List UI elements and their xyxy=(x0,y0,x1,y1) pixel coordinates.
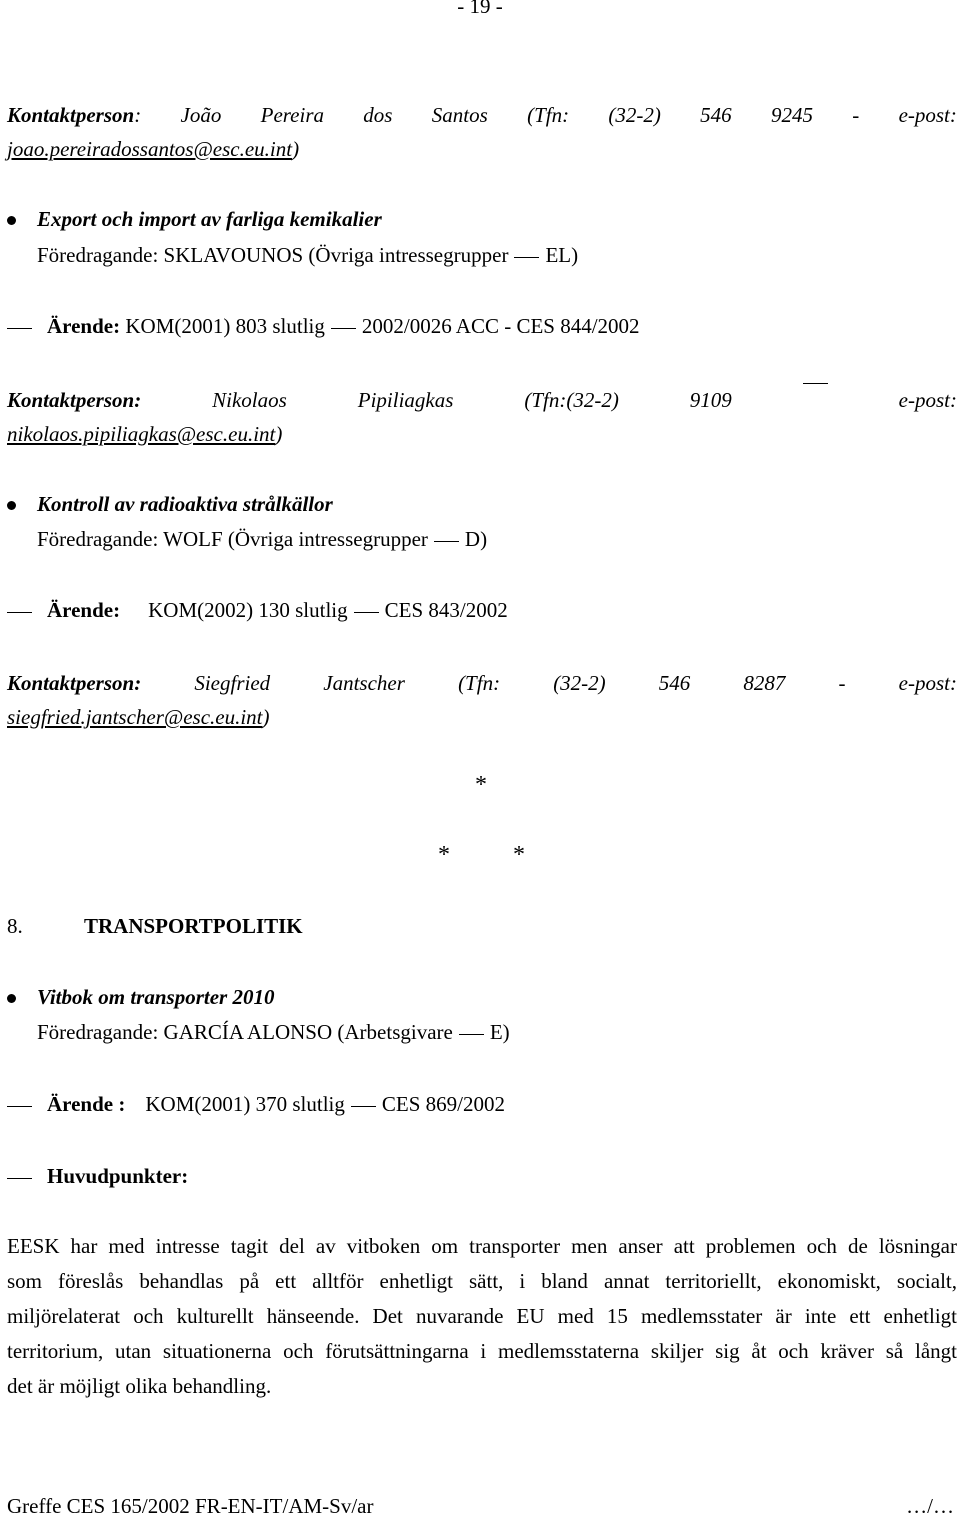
contact-word: (Tfn:(32-2) xyxy=(524,388,619,412)
contact-word: Santos xyxy=(431,103,488,127)
rapporteur-line xyxy=(37,527,487,552)
contact-word: Siegfried xyxy=(194,671,271,695)
body-paragraph xyxy=(7,1229,957,1404)
separator-star: * xyxy=(513,842,525,868)
item-title: Kontroll av radioaktiva strålkällor xyxy=(37,492,333,516)
dash-icon xyxy=(7,1106,32,1107)
contact-word: dos xyxy=(363,103,393,127)
contact-label: Kontaktperson: xyxy=(7,671,142,695)
section-title: TRANSPORTPOLITIK xyxy=(84,914,303,938)
case-line xyxy=(47,598,508,623)
contact-block-2 xyxy=(7,383,957,451)
footer-continuation: …/… xyxy=(906,1494,954,1518)
dash-icon xyxy=(803,383,828,384)
contact-word: e-post: xyxy=(898,671,957,695)
email-link[interactable]: nikolaos.pipiliagkas@esc.eu.int xyxy=(7,422,276,446)
contact-block-3 xyxy=(7,666,957,734)
dash-icon xyxy=(434,541,459,542)
case-label: Ärende: xyxy=(47,598,121,622)
dash-icon xyxy=(7,612,32,613)
page-number: - 19 - xyxy=(457,0,503,18)
contact-label: Kontaktperson: xyxy=(7,388,142,412)
case-line xyxy=(47,314,640,339)
main-points-heading: Huvudpunkter: xyxy=(47,1164,189,1188)
rapporteur: Föredragande: SKLAVOUNOS (Övriga intressegrupper xyxy=(37,243,509,267)
contact-word: (Tfn: xyxy=(527,103,570,127)
contact-word: Nikolaos xyxy=(212,388,287,412)
contact-word: 8287 xyxy=(743,671,786,695)
dash-icon xyxy=(7,1178,32,1179)
contact-word: e-post: xyxy=(898,388,957,412)
contact-word: (32-2) xyxy=(608,103,661,127)
paragraph-line: territorium, utan situationerna och förutsättningarna i medlemsstaterna skiljer sig åt och kräver så långt xyxy=(7,1339,957,1363)
rapporteur-line xyxy=(37,1020,510,1045)
contact-label: Kontaktperson xyxy=(7,103,135,127)
footer-reference: Greffe CES 165/2002 FR-EN-IT/AM-Sv/ar xyxy=(7,1494,374,1518)
contact-word: (Tfn: xyxy=(458,671,501,695)
contact-word: Jantscher xyxy=(323,671,405,695)
contact-word: Pereira xyxy=(260,103,324,127)
case-ref: 2002/0026 ACC - CES 844/2002 xyxy=(361,314,640,338)
contact-word: e-post: xyxy=(898,103,957,127)
contact-word: Pipiliagkas xyxy=(357,388,454,412)
contact-word: - xyxy=(852,103,860,127)
rapporteur: Föredragande: WOLF (Övriga intressegrupper xyxy=(37,527,428,551)
contact-word: 9109 xyxy=(689,388,732,412)
rapporteur-line xyxy=(37,243,578,268)
paragraph-line: som föreslås behandlas på ett alltför enhetligt sätt, i bland annat territoriellt, ekonomiskt, socialt, xyxy=(7,1269,957,1293)
contact-colon: : xyxy=(134,103,142,127)
bullet-icon xyxy=(7,994,16,1003)
item-title: Export och import av farliga kemikalier xyxy=(37,207,382,231)
contact-word: 9245 xyxy=(770,103,813,127)
rapporteur: Föredragande: GARCÍA ALONSO (Arbetsgivare xyxy=(37,1020,453,1044)
contact-word: - xyxy=(838,671,846,695)
case-ref: KOM(2001) 370 slutlig xyxy=(145,1092,345,1116)
dash-icon xyxy=(459,1034,484,1035)
paragraph-line: EESK har med intresse tagit del av vitboken om transporter men anser att problemen och de lösningar xyxy=(7,1234,957,1258)
dash-icon xyxy=(7,328,32,329)
case-ref: KOM(2001) 803 slutlig xyxy=(125,314,325,338)
dash-icon xyxy=(354,612,379,613)
separator-star: * xyxy=(475,772,487,798)
contact-close: ) xyxy=(262,705,270,729)
rapporteur-group: D) xyxy=(464,527,488,551)
rapporteur-group: E) xyxy=(489,1020,510,1044)
email-link[interactable]: siegfried.jantscher@esc.eu.int xyxy=(7,705,263,729)
contact-close: ) xyxy=(292,137,300,161)
rapporteur-group: EL) xyxy=(545,243,579,267)
contact-word: 546 xyxy=(700,103,732,127)
separator-star: * xyxy=(438,842,450,868)
bullet-icon xyxy=(7,501,16,510)
contact-close: ) xyxy=(275,422,283,446)
dash-icon xyxy=(331,328,356,329)
dash-icon xyxy=(351,1106,376,1107)
case-label: Ärende : xyxy=(47,1092,126,1116)
paragraph-line: miljörelaterat och kulturellt hänseende. Det nuvarande EU med 15 medlemsstater är inte ett enhetligt xyxy=(7,1304,957,1328)
contact-word: 546 xyxy=(658,671,691,695)
email-link[interactable]: joao.pereiradossantos@esc.eu.int xyxy=(7,137,293,161)
dash-icon xyxy=(514,257,539,258)
case-label: Ärende: xyxy=(47,314,121,338)
contact-word: (32-2) xyxy=(553,671,606,695)
section-number: 8. xyxy=(7,914,23,938)
item-title: Vitbok om transporter 2010 xyxy=(37,985,275,1009)
contact-word: João xyxy=(180,103,222,127)
case-line xyxy=(47,1092,505,1117)
paragraph-line: det är möjligt olika behandling. xyxy=(7,1374,272,1398)
contact-block-1 xyxy=(7,98,957,166)
case-ref: CES 869/2002 xyxy=(381,1092,505,1116)
bullet-icon xyxy=(7,216,16,225)
case-ref: CES 843/2002 xyxy=(384,598,508,622)
case-ref: KOM(2002) 130 slutlig xyxy=(148,598,348,622)
